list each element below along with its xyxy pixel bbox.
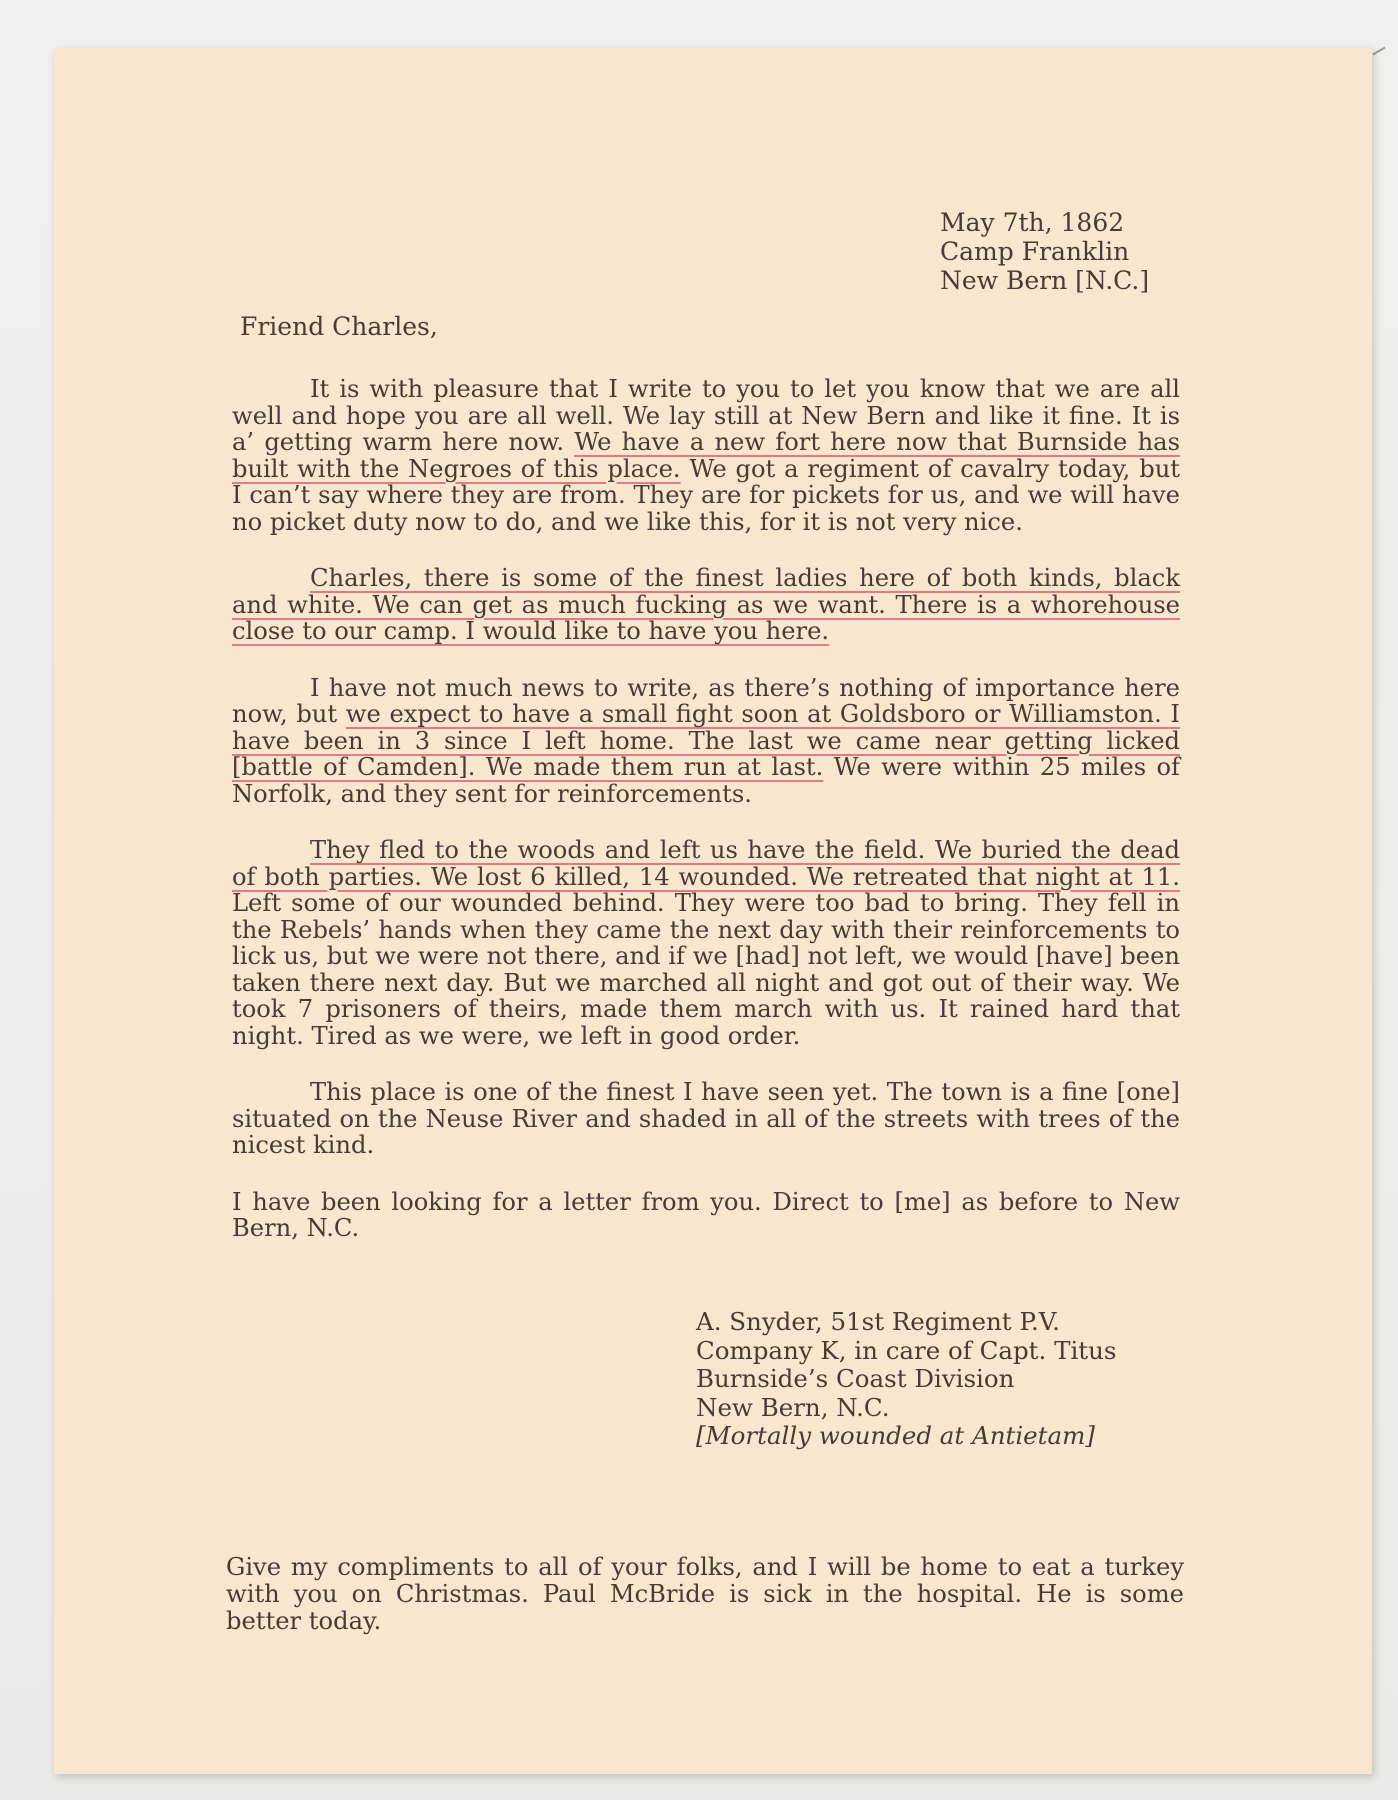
letter-paragraph: [232, 376, 1180, 535]
underlined-passage: we expect to have a small fight soon at Goldsboro or Williamston. I have been in 3 since I left home. The last we came near getting licked [battle of Camden]. We made them run at last.: [232, 700, 1180, 781]
paragraph-text: We were within 25 miles of Norfolk, and they sent for reinforcements.: [232, 753, 1181, 808]
signature-block: [696, 1308, 1116, 1451]
postscript: Give my compliments to all of your folks, and I will be home to eat a turkey with you on Christmas. Paul McBride is sick in the hospital. He is some better today.: [226, 1553, 1184, 1635]
signature-note: [Mortally wounded at Antietam]: [696, 1421, 1095, 1450]
signature-line-name: A. Snyder, 51st Regiment P.V.: [696, 1307, 1060, 1336]
paragraph-text: Left some of our wounded behind. They were too bad to bring. They fell in the Rebels’ hands when they came the next day with their reinforcements to lick us, but we were not there, and if we [had] not left, we would [have] been taken there next day. But we marched all night and got out of their way. We took 7 prisoners of theirs, made them march with us. It rained hard that night. Tired as we were, we left in good order.: [232, 889, 1180, 1050]
underlined-passage: Charles, there is some of the finest ladies here of both kinds, black and white. We can get as much fucking as we want. There is a whorehouse close to our camp. I would like to have you here.: [232, 564, 1180, 645]
underlined-passage: We have a new fort here now that Burnside has built with the Negroes of this place.: [232, 428, 1180, 483]
letter-paragraph: [232, 837, 1180, 1049]
letter-paragraph: [232, 565, 1180, 645]
paragraph-text: This place is one of the finest I have seen yet. The town is a fine [one] situated on the Neuse River and shaded in all of the streets with trees of the nicest kind.: [232, 1078, 1180, 1159]
paragraph-text: We got a regiment of cavalry today, but I can’t say where they are from. They are for pickets for us, and we will have no picket duty now to do, and we like this, for it is not very nice.: [232, 454, 1180, 536]
date-block: [940, 208, 1149, 295]
underlined-passage: They fled to the woods and left us have the field. We buried the dead of both parties. We lost 6 killed, 14 wounded. We retreated that night at 11.: [232, 836, 1180, 891]
camp-line: Camp Franklin: [940, 237, 1130, 266]
letter-paragraph: [232, 675, 1180, 808]
letter-paragraph: [232, 1079, 1180, 1159]
paragraph-text: It is with pleasure that I write to you to let you know that we are all well and hope you are all well. We lay still at New Bern and like it fine. It is a’ getting warm here now.: [232, 375, 1180, 456]
salutation: Friend Charles,: [240, 312, 438, 341]
signature-line-company: Company K, in care of Capt. Titus: [696, 1335, 1117, 1365]
signature-line-division: Burnside’s Coast Division: [696, 1364, 1015, 1393]
letter-body: [232, 376, 1180, 1272]
location-line: New Bern [N.C.]: [940, 266, 1150, 295]
paragraph-text: I have been looking for a letter from you. Direct to [me] as before to New Bern, N.C.: [232, 1187, 1180, 1242]
signature-line-location: New Bern, N.C.: [696, 1392, 890, 1422]
letter-paragraph: [232, 1189, 1180, 1242]
date-line: May 7th, 1862: [940, 208, 1125, 237]
paragraph-text: I have not much news to write, as there’s nothing of importance here now, but: [232, 673, 1180, 728]
letter-sheet: [54, 48, 1372, 1774]
